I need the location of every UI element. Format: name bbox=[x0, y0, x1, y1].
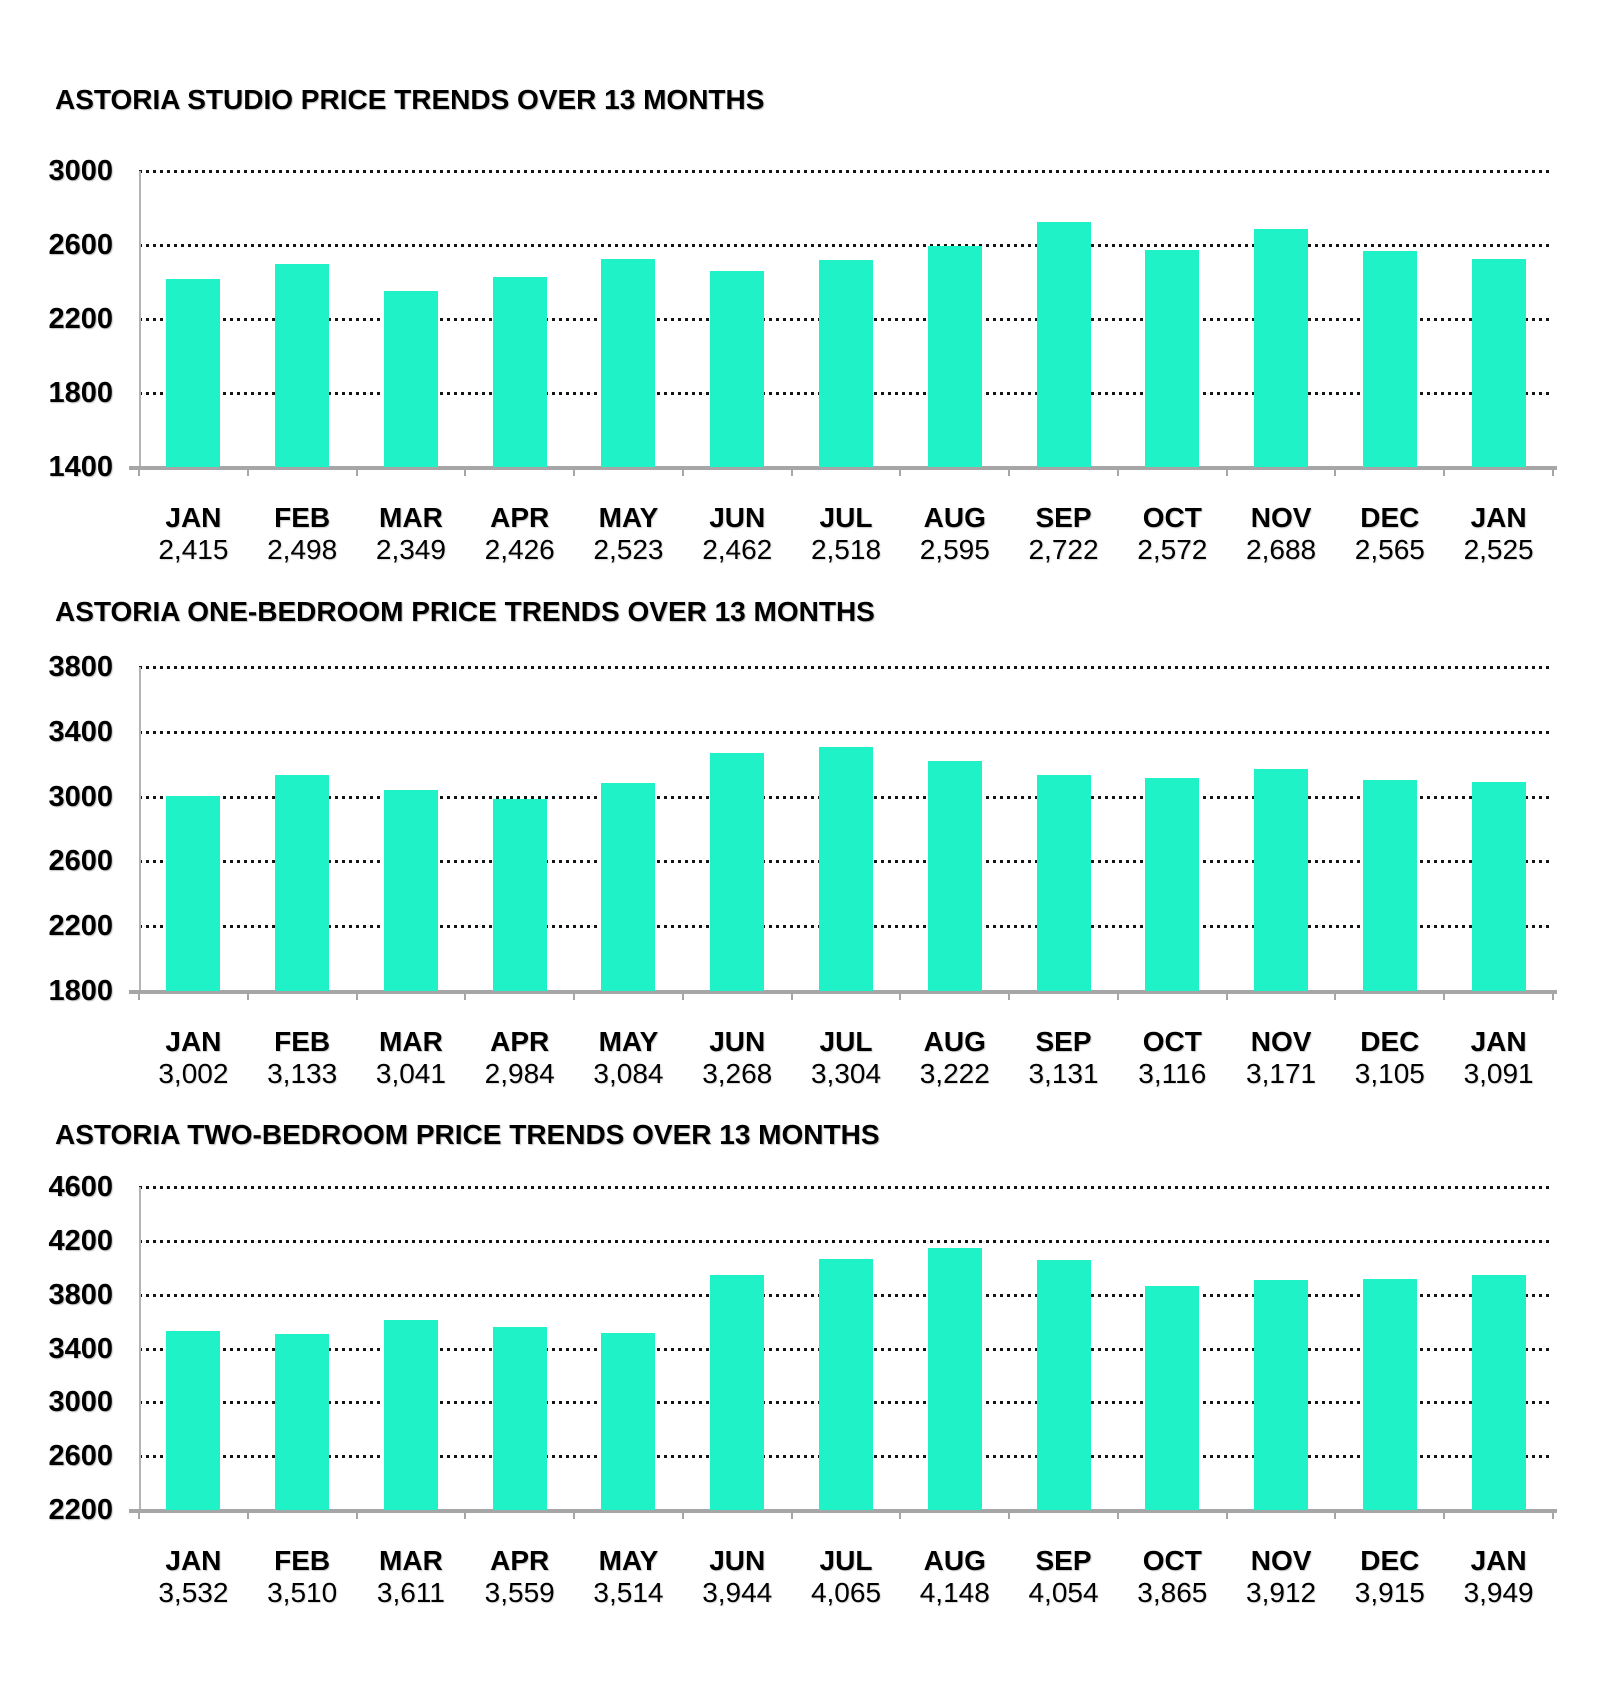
y-axis-label-3800: 3800 bbox=[48, 1278, 113, 1311]
x-axis-value-label: 2,518 bbox=[810, 534, 882, 565]
x-axis-month-label: MAR bbox=[379, 502, 443, 533]
gridline-2600 bbox=[139, 244, 1553, 247]
x-axis-value-label: 3,559 bbox=[484, 1577, 555, 1608]
x-axis-month-label: JAN bbox=[165, 1545, 222, 1576]
x-axis-value-label: 3,131 bbox=[1028, 1058, 1099, 1089]
y-axis-label-2200: 2200 bbox=[48, 303, 113, 335]
y-axis-label-3000: 3000 bbox=[48, 1386, 113, 1419]
x-axis-value-label: 3,105 bbox=[1354, 1058, 1425, 1089]
x-axis-tick bbox=[682, 991, 684, 1000]
x-axis-month-label: JAN bbox=[1470, 1026, 1527, 1057]
y-axis-label-3400: 3400 bbox=[48, 1332, 113, 1365]
bar-apr-3 bbox=[493, 1327, 547, 1510]
two-bedroom-chart-plot bbox=[48, 1171, 1553, 1608]
x-axis-value-label: 2,426 bbox=[484, 534, 555, 565]
x-axis-tick bbox=[1117, 991, 1119, 1000]
x-axis-tick bbox=[1008, 1510, 1010, 1519]
bar-apr-3 bbox=[493, 277, 547, 467]
x-axis-value-label: 2,415 bbox=[158, 534, 229, 565]
x-axis-tick bbox=[899, 1510, 901, 1519]
x-axis-value-label: 3,002 bbox=[158, 1058, 229, 1089]
y-axis-label-2200: 2200 bbox=[48, 1494, 113, 1526]
x-axis-month-label: JUL bbox=[819, 1545, 873, 1576]
x-axis-month-label: MAY bbox=[598, 1026, 659, 1057]
bar-jan-12 bbox=[1472, 782, 1526, 991]
x-axis-value-label: 2,462 bbox=[702, 534, 773, 565]
bar-jan-0 bbox=[166, 796, 220, 991]
y-axis-label-2600: 2600 bbox=[48, 229, 113, 261]
x-axis-tick bbox=[138, 1510, 140, 1519]
x-axis-tick bbox=[1552, 467, 1554, 476]
x-axis-value-label: 3,268 bbox=[702, 1058, 773, 1089]
x-axis-value-label: 3,532 bbox=[158, 1577, 229, 1608]
x-axis-tick bbox=[1226, 467, 1228, 476]
x-axis-tick bbox=[1226, 991, 1228, 1000]
bar-feb-1 bbox=[275, 264, 329, 467]
x-axis-month-label: MAR bbox=[379, 1026, 443, 1057]
x-axis-tick bbox=[1443, 991, 1445, 1000]
x-axis-tick bbox=[138, 991, 140, 1000]
y-axis-line bbox=[139, 667, 141, 991]
x-axis-month-label: FEB bbox=[274, 502, 331, 533]
x-axis-tick bbox=[247, 1510, 249, 1519]
x-axis-tick bbox=[1334, 991, 1336, 1000]
y-axis-label-4200: 4200 bbox=[48, 1224, 113, 1257]
y-axis-label-3000: 3000 bbox=[48, 155, 113, 187]
x-axis-value-label: 2,595 bbox=[919, 534, 990, 565]
x-axis-month-label: OCT bbox=[1142, 502, 1202, 533]
y-axis-label-4600: 4600 bbox=[48, 1171, 113, 1203]
x-axis-value-label: 4,054 bbox=[1028, 1577, 1099, 1608]
x-axis-tick bbox=[1552, 1510, 1554, 1519]
x-axis-month-label: DEC bbox=[1360, 502, 1420, 533]
x-axis-tick bbox=[356, 991, 358, 1000]
x-axis-month-label: OCT bbox=[1142, 1026, 1202, 1057]
x-axis-month-label: AUG bbox=[923, 1026, 986, 1057]
x-axis-month-label: OCT bbox=[1142, 1545, 1202, 1576]
x-axis-month-label: SEP bbox=[1035, 1026, 1092, 1057]
bar-nov-10 bbox=[1254, 769, 1308, 991]
bar-jun-5 bbox=[710, 1275, 764, 1510]
x-axis-month-label: JUN bbox=[709, 502, 766, 533]
y-axis-label-2600: 2600 bbox=[48, 845, 113, 878]
bar-nov-10 bbox=[1254, 229, 1308, 467]
bar-sep-8 bbox=[1037, 1260, 1091, 1510]
x-axis-value-label: 3,171 bbox=[1246, 1058, 1317, 1089]
x-axis-value-label: 3,222 bbox=[919, 1058, 990, 1089]
x-axis-value-label: 2,523 bbox=[593, 534, 664, 565]
x-axis-month-label: JAN bbox=[1470, 1545, 1527, 1576]
x-axis-value-label: 2,688 bbox=[1246, 534, 1317, 565]
bar-may-4 bbox=[601, 1333, 655, 1510]
y-axis-line bbox=[139, 171, 141, 467]
x-axis-month-label: JUL bbox=[819, 1026, 873, 1057]
x-axis-tick bbox=[1334, 1510, 1336, 1519]
x-axis-tick bbox=[464, 467, 466, 476]
x-axis-month-label: JAN bbox=[165, 502, 222, 533]
x-axis-month-label: MAY bbox=[598, 502, 659, 533]
x-axis-tick bbox=[356, 467, 358, 476]
bar-nov-10 bbox=[1254, 1280, 1308, 1510]
bar-jul-6 bbox=[819, 260, 873, 467]
x-axis-month-label: APR bbox=[490, 1026, 550, 1057]
x-axis-month-label: NOV bbox=[1250, 1026, 1312, 1057]
x-axis-month-label: JAN bbox=[165, 1026, 222, 1057]
bar-dec-11 bbox=[1363, 1279, 1417, 1510]
x-axis-tick bbox=[464, 1510, 466, 1519]
gridline-3000 bbox=[139, 170, 1553, 173]
x-axis-value-label: 3,514 bbox=[593, 1577, 664, 1608]
bar-jun-5 bbox=[710, 753, 764, 991]
x-axis-month-label: JUN bbox=[709, 1545, 766, 1576]
x-axis-value-label: 2,722 bbox=[1028, 534, 1099, 565]
x-axis-tick bbox=[1334, 467, 1336, 476]
x-axis-month-label: MAY bbox=[598, 1545, 659, 1576]
x-axis-value-label: 4,065 bbox=[810, 1577, 882, 1608]
x-axis-tick bbox=[1443, 467, 1445, 476]
two-bedroom-chart-title: ASTORIA TWO-BEDROOM PRICE TRENDS OVER 13 MONTHS bbox=[55, 1119, 880, 1150]
x-axis-month-label: APR bbox=[490, 1545, 550, 1576]
bar-jan-12 bbox=[1472, 1275, 1526, 1510]
x-axis-tick bbox=[573, 991, 575, 1000]
studio-chart-plot bbox=[48, 155, 1553, 565]
x-axis-tick bbox=[1008, 467, 1010, 476]
bar-mar-2 bbox=[384, 291, 438, 467]
y-axis-label-3000: 3000 bbox=[48, 780, 113, 813]
x-axis-value-label: 3,944 bbox=[702, 1577, 773, 1608]
x-axis-month-label: MAR bbox=[379, 1545, 443, 1576]
gridline-4200 bbox=[139, 1240, 1553, 1243]
x-axis-value-label: 2,984 bbox=[484, 1058, 555, 1089]
y-axis-label-2600: 2600 bbox=[48, 1440, 113, 1473]
bar-oct-9 bbox=[1145, 250, 1199, 467]
x-axis-month-label: SEP bbox=[1035, 1545, 1092, 1576]
x-axis-value-label: 3,915 bbox=[1354, 1577, 1425, 1608]
x-axis-month-label: NOV bbox=[1250, 1545, 1312, 1576]
bar-oct-9 bbox=[1145, 778, 1199, 991]
y-axis-label-1400: 1400 bbox=[48, 451, 113, 483]
bar-jun-5 bbox=[710, 271, 764, 467]
x-axis-tick bbox=[791, 991, 793, 1000]
x-axis-tick bbox=[1443, 1510, 1445, 1519]
x-axis-value-label: 3,912 bbox=[1246, 1577, 1317, 1608]
bar-sep-8 bbox=[1037, 222, 1091, 467]
gridline-3400 bbox=[139, 731, 1553, 734]
x-axis-value-label: 3,865 bbox=[1137, 1577, 1208, 1608]
bar-jul-6 bbox=[819, 1259, 873, 1510]
x-axis-tick bbox=[899, 991, 901, 1000]
x-axis-month-label: AUG bbox=[923, 502, 986, 533]
studio-chart-title: ASTORIA STUDIO PRICE TRENDS OVER 13 MONTHS bbox=[55, 84, 765, 115]
x-axis-tick bbox=[573, 1510, 575, 1519]
x-axis-month-label: JUN bbox=[709, 1026, 766, 1057]
bar-feb-1 bbox=[275, 1334, 329, 1510]
x-axis-month-label: FEB bbox=[274, 1026, 331, 1057]
x-axis-tick bbox=[791, 1510, 793, 1519]
x-axis-month-label: NOV bbox=[1250, 502, 1312, 533]
x-axis-value-label: 3,304 bbox=[810, 1058, 882, 1089]
x-axis-month-label: DEC bbox=[1360, 1545, 1420, 1576]
one-bedroom-chart-plot bbox=[48, 651, 1553, 1089]
y-axis-label-3400: 3400 bbox=[48, 715, 113, 748]
x-axis-tick bbox=[247, 991, 249, 1000]
x-axis-value-label: 2,349 bbox=[375, 534, 446, 565]
y-axis-label-2200: 2200 bbox=[48, 910, 113, 943]
x-axis-tick bbox=[682, 467, 684, 476]
x-axis-tick bbox=[682, 1510, 684, 1519]
x-axis-tick bbox=[899, 467, 901, 476]
x-axis-value-label: 3,611 bbox=[376, 1577, 445, 1608]
bar-may-4 bbox=[601, 259, 655, 467]
x-axis-tick bbox=[1226, 1510, 1228, 1519]
bar-jan-0 bbox=[166, 279, 220, 467]
x-axis-value-label: 3,116 bbox=[1138, 1058, 1207, 1089]
x-axis-tick bbox=[1117, 1510, 1119, 1519]
x-axis-tick bbox=[1008, 991, 1010, 1000]
gridline-3800 bbox=[139, 666, 1553, 669]
gridline-4600 bbox=[139, 1186, 1553, 1189]
x-axis-month-label: FEB bbox=[274, 1545, 331, 1576]
x-axis-month-label: AUG bbox=[923, 1545, 986, 1576]
bar-dec-11 bbox=[1363, 251, 1417, 467]
one-bedroom-chart-title: ASTORIA ONE-BEDROOM PRICE TRENDS OVER 13 MONTHS bbox=[55, 596, 875, 627]
x-axis-value-label: 3,133 bbox=[267, 1058, 338, 1089]
x-axis-tick bbox=[464, 991, 466, 1000]
x-axis-tick bbox=[138, 467, 140, 476]
x-axis-tick bbox=[356, 1510, 358, 1519]
x-axis-tick bbox=[1552, 991, 1554, 1000]
bar-dec-11 bbox=[1363, 780, 1417, 991]
x-axis-tick bbox=[573, 467, 575, 476]
bar-apr-3 bbox=[493, 799, 547, 991]
x-axis-value-label: 2,498 bbox=[267, 534, 338, 565]
bar-jul-6 bbox=[819, 747, 873, 991]
bar-feb-1 bbox=[275, 775, 329, 991]
x-axis-month-label: SEP bbox=[1035, 502, 1092, 533]
x-axis-month-label: DEC bbox=[1360, 1026, 1420, 1057]
bar-jan-12 bbox=[1472, 259, 1526, 467]
x-axis-value-label: 3,091 bbox=[1463, 1058, 1534, 1089]
x-axis-tick bbox=[1117, 467, 1119, 476]
y-axis-label-1800: 1800 bbox=[48, 975, 113, 1007]
x-axis-month-label: APR bbox=[490, 502, 550, 533]
y-axis-line bbox=[139, 1187, 141, 1510]
x-axis-value-label: 4,148 bbox=[919, 1577, 990, 1608]
x-axis-value-label: 3,510 bbox=[267, 1577, 338, 1608]
y-axis-label-1800: 1800 bbox=[48, 377, 113, 409]
x-axis-value-label: 2,565 bbox=[1354, 534, 1425, 565]
x-axis-value-label: 3,949 bbox=[1463, 1577, 1534, 1608]
bar-oct-9 bbox=[1145, 1286, 1199, 1510]
x-axis-month-label: JAN bbox=[1470, 502, 1527, 533]
bar-aug-7 bbox=[928, 246, 982, 467]
x-axis-value-label: 2,572 bbox=[1137, 534, 1208, 565]
bar-mar-2 bbox=[384, 790, 438, 991]
x-axis-tick bbox=[791, 467, 793, 476]
bar-sep-8 bbox=[1037, 775, 1091, 991]
x-axis-tick bbox=[247, 467, 249, 476]
x-axis-month-label: JUL bbox=[819, 502, 873, 533]
x-axis-value-label: 2,525 bbox=[1463, 534, 1534, 565]
x-axis-value-label: 3,041 bbox=[375, 1058, 446, 1089]
bar-aug-7 bbox=[928, 761, 982, 991]
bar-mar-2 bbox=[384, 1320, 438, 1510]
x-axis-value-label: 3,084 bbox=[593, 1058, 664, 1089]
bar-aug-7 bbox=[928, 1248, 982, 1510]
y-axis-label-3800: 3800 bbox=[48, 651, 113, 683]
bar-may-4 bbox=[601, 783, 655, 991]
bar-jan-0 bbox=[166, 1331, 220, 1510]
